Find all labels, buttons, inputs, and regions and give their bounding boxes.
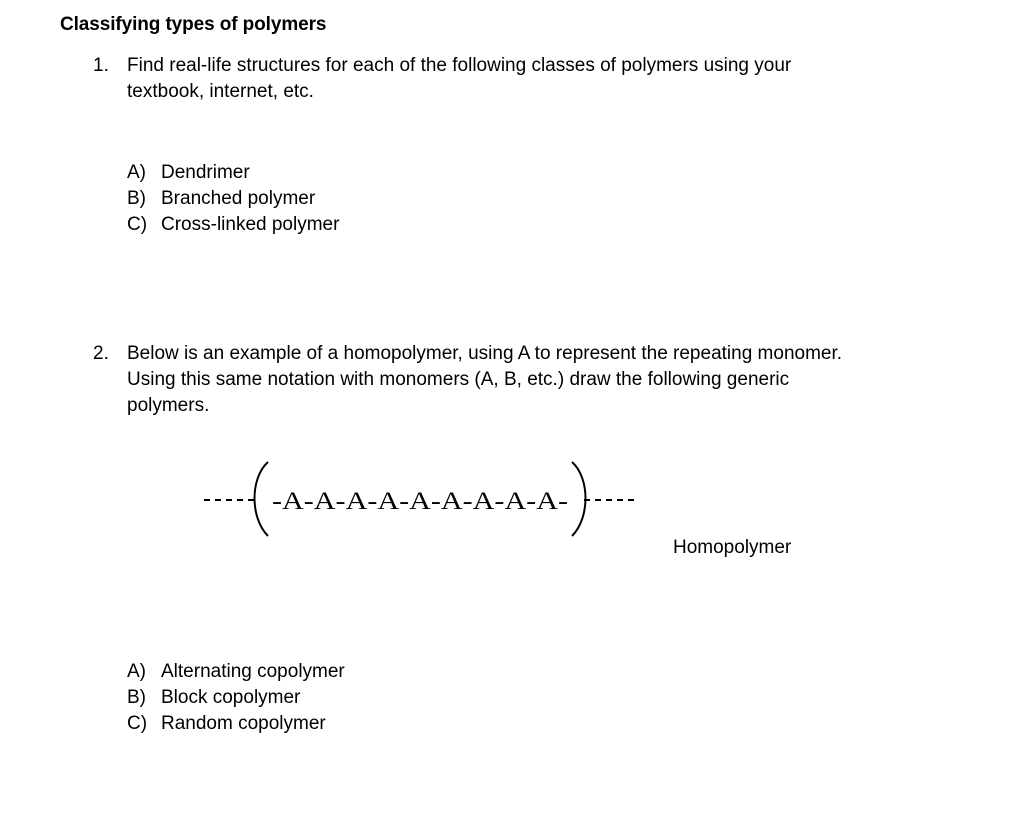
option-letter: C): [127, 214, 148, 235]
question-line: Below is an example of a homopolymer, using A to represent the repeating monomer.: [127, 343, 843, 364]
question-text: [127, 341, 927, 419]
option-item: [127, 659, 345, 685]
option-item: [127, 186, 339, 212]
option-item: [127, 212, 339, 238]
page-title: Classifying types of polymers: [60, 14, 327, 35]
option-text: Alternating copolymer: [161, 661, 345, 682]
question-number: 2.: [93, 343, 109, 364]
monomer-chain: -A-A-A-A-A-A-A-A-A-: [272, 488, 568, 515]
option-letter: B): [127, 687, 146, 708]
homopolymer-figure: [200, 456, 640, 546]
option-item: [127, 160, 339, 186]
option-letter: C): [127, 713, 148, 734]
option-text: Cross-linked polymer: [161, 214, 340, 235]
question-number: 1.: [93, 55, 109, 76]
option-list: [127, 160, 339, 238]
question-text: [127, 53, 927, 105]
question-line: polymers.: [127, 395, 210, 416]
right-parenthesis: [572, 462, 586, 536]
option-text: Dendrimer: [161, 162, 250, 183]
option-text: Branched polymer: [161, 188, 316, 209]
left-parenthesis: [255, 462, 269, 536]
option-item: [127, 685, 345, 711]
option-letter: B): [127, 188, 146, 209]
question-line: Using this same notation with monomers (A, B, etc.) draw the following generic: [127, 369, 790, 390]
homopolymer-diagram: [200, 456, 640, 546]
option-text: Block copolymer: [161, 687, 301, 708]
question-line: Find real-life structures for each of the following classes of polymers using your: [127, 55, 792, 76]
option-letter: A): [127, 162, 146, 183]
option-letter: A): [127, 661, 146, 682]
question-line: textbook, internet, etc.: [127, 81, 314, 102]
figure-label: Homopolymer: [673, 537, 792, 558]
option-list: [127, 659, 345, 737]
option-text: Random copolymer: [161, 713, 326, 734]
option-item: [127, 711, 345, 737]
